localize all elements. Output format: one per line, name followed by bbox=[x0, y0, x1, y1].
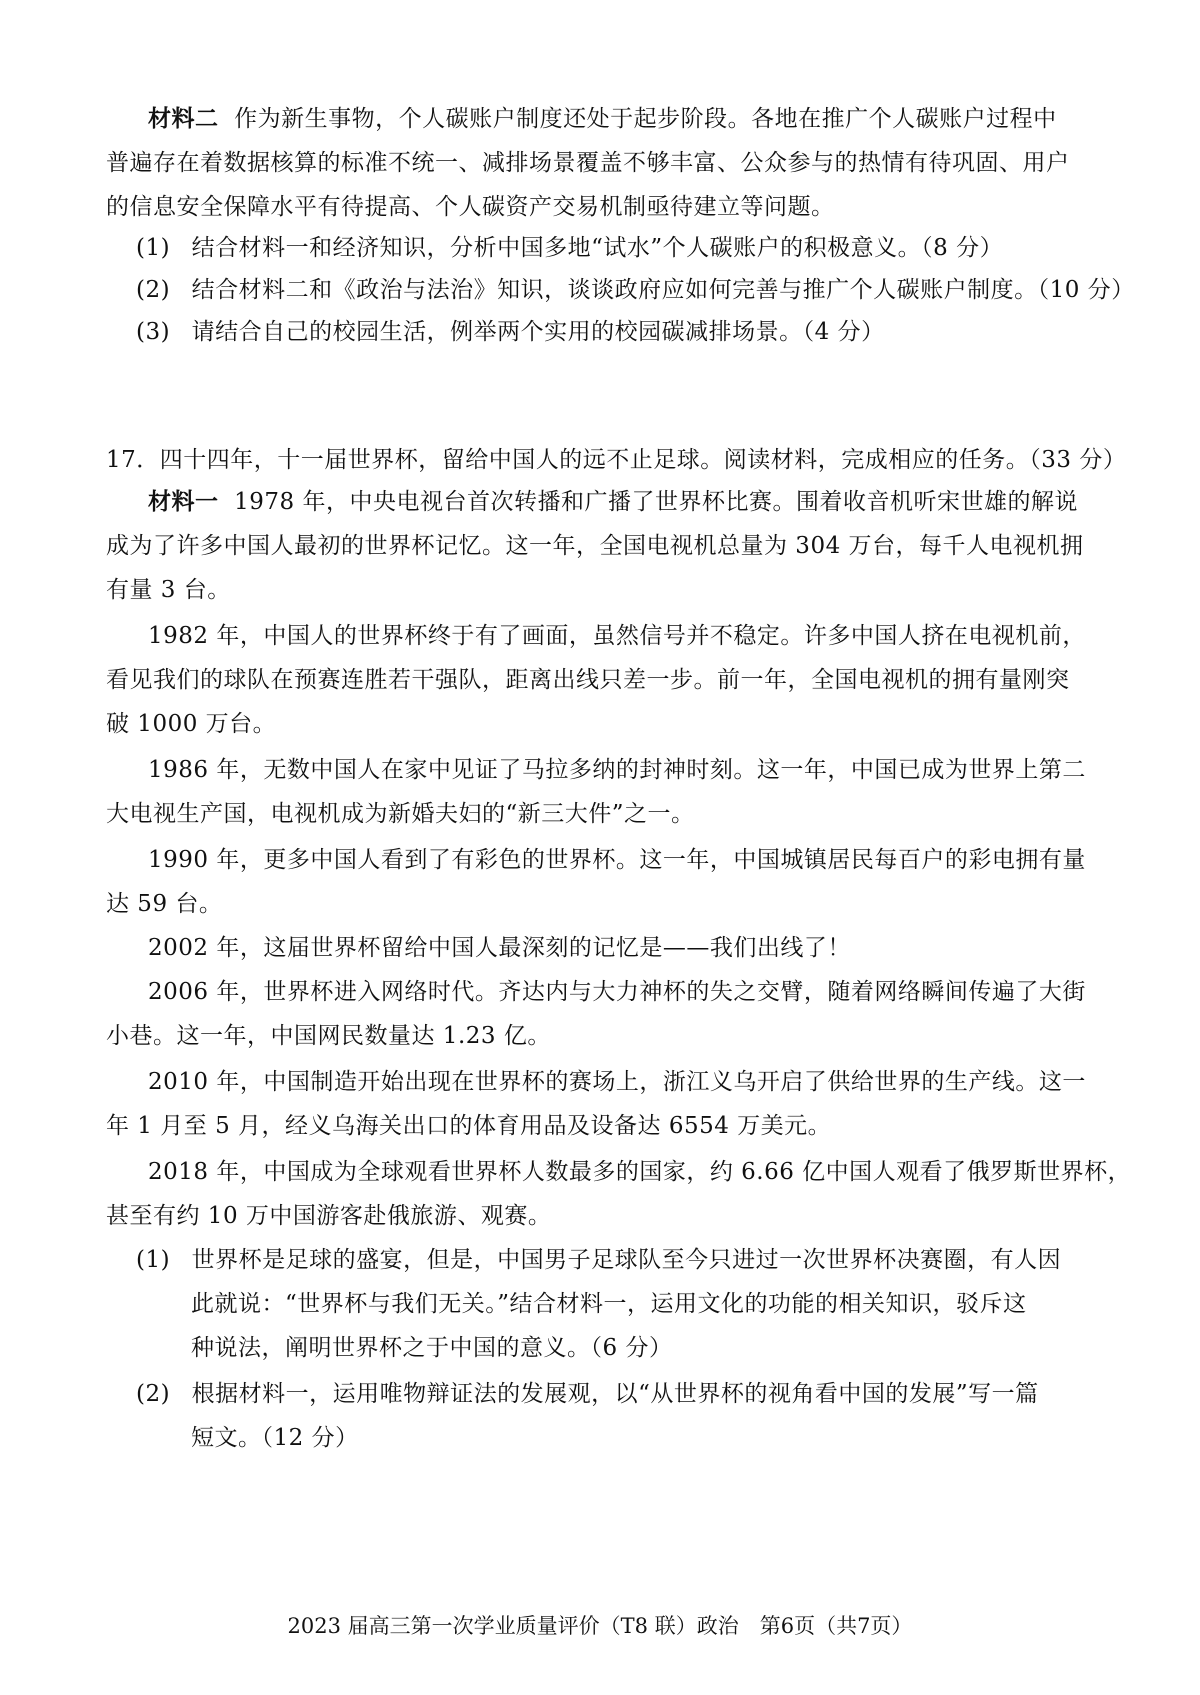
material1-2010-line-1: 2010 年，中国制造开始出现在世界杯的赛场上，浙江义乌开启了供给世界的生产线。这一 bbox=[148, 1069, 1086, 1095]
material1-1990-line-2: 达 59 台。 bbox=[106, 891, 223, 917]
material1-2006-line-2: 小巷。这一年，中国网民数量达 1.23 亿。 bbox=[106, 1023, 551, 1049]
material1-1986-line-1: 1986 年，无数中国人在家中见证了马拉多纳的封神时刻。这一年，中国已成为世界上第二 bbox=[148, 757, 1086, 783]
question-number: (2) bbox=[136, 1381, 171, 1407]
material1-1978-text-1: 1978 年，中央电视台首次转播和广播了世界杯比赛。围着收音机听宋世雄的解说 bbox=[234, 489, 1078, 515]
question-text: 世界杯是足球的盛宴，但是，中国男子足球队至今只进过一次世界杯决赛圈，有人因 bbox=[191, 1247, 1062, 1273]
question-text: 结合材料二和《政治与法治》知识，谈谈政府应如何完善与推广个人碳账户制度。（10 分） bbox=[191, 277, 1135, 303]
material1-2018-line-2: 甚至有约 10 万中国游客赴俄旅游、观赛。 bbox=[106, 1203, 552, 1229]
material1-1986-line-2: 大电视生产国，电视机成为新婚夫妇的“新三大件”之一。 bbox=[106, 801, 695, 827]
material1-2006-line-1: 2006 年，世界杯进入网络时代。齐达内与大力神杯的失之交臂，随着网络瞬间传遍了大街 bbox=[148, 979, 1086, 1005]
material1-1982-line-2: 看见我们的球队在预赛连胜若干强队，距离出线只差一步。前一年，全国电视机的拥有量刚突 bbox=[106, 667, 1070, 693]
question-number: (2) bbox=[136, 277, 171, 303]
question-number: (3) bbox=[136, 319, 171, 345]
question-text: 根据材料一，运用唯物辩证法的发展观，以“从世界杯的视角看中国的发展”写一篇 bbox=[191, 1381, 1039, 1407]
material1-2002-line-1: 2002 年，这届世界杯留给中国人最深刻的记忆是——我们出线了！ bbox=[148, 935, 851, 961]
question-17-heading: 17．四十四年，十一届世界杯，留给中国人的远不止足球。阅读材料，完成相应的任务。（33 分） bbox=[106, 447, 1127, 473]
question-17-2-line-1 bbox=[136, 1378, 1039, 1410]
material1-2018-line-1: 2018 年，中国成为全球观看世界杯人数最多的国家，约 6.66 亿中国人观看了俄罗斯世界杯， bbox=[148, 1159, 1132, 1185]
question-text: 请结合自己的校园生活，例举两个实用的校园碳减排场景。（4 分） bbox=[191, 319, 885, 345]
material2-line-2: 普遍存在着数据核算的标准不统一、减排场景覆盖不够丰富、公众参与的热情有待巩固、用户 bbox=[106, 150, 1070, 176]
material1-1982-line-3: 破 1000 万台。 bbox=[106, 711, 277, 737]
question-16-1 bbox=[136, 232, 1003, 264]
question-17-1-line-2: 此就说：“世界杯与我们无关。”结合材料一，运用文化的功能的相关知识，驳斥这 bbox=[191, 1291, 1027, 1317]
question-17-2-line-2: 短文。（12 分） bbox=[191, 1425, 359, 1451]
material1-1978-line-1 bbox=[148, 486, 1078, 518]
material2-line-3: 的信息安全保障水平有待提高、个人碳资产交易机制亟待建立等问题。 bbox=[106, 194, 835, 220]
material2-text-1: 作为新生事物，个人碳账户制度还处于起步阶段。各地在推广个人碳账户过程中 bbox=[234, 106, 1057, 132]
question-16-3 bbox=[136, 316, 885, 348]
question-number: (1) bbox=[136, 235, 171, 261]
material2-label: 材料二 bbox=[148, 105, 219, 132]
question-text: 结合材料一和经济知识，分析中国多地“试水”个人碳账户的积极意义。（8 分） bbox=[191, 235, 1004, 261]
material2-line-1 bbox=[148, 103, 1057, 135]
question-number: (1) bbox=[136, 1247, 171, 1273]
material1-label: 材料一 bbox=[148, 488, 219, 515]
question-17-1-line-1 bbox=[136, 1244, 1061, 1276]
question-16-2 bbox=[136, 274, 1135, 306]
question-17-1-line-3: 种说法，阐明世界杯之于中国的意义。（6 分） bbox=[191, 1335, 673, 1361]
page-footer: 2023 届高三第一次学业质量评价（T8 联）政治 第6页（共7页） bbox=[287, 1614, 913, 1638]
material1-1982-line-1: 1982 年，中国人的世界杯终于有了画面，虽然信号并不稳定。许多中国人挤在电视机前， bbox=[148, 623, 1086, 649]
material1-1990-line-1: 1990 年，更多中国人看到了有彩色的世界杯。这一年，中国城镇居民每百户的彩电拥有量 bbox=[148, 847, 1086, 873]
material1-2010-line-2: 年 1 月至 5 月，经义乌海关出口的体育用品及设备达 6554 万美元。 bbox=[106, 1113, 832, 1139]
material1-1978-line-3: 有量 3 台。 bbox=[106, 577, 231, 603]
material1-1978-line-2: 成为了许多中国人最初的世界杯记忆。这一年，全国电视机总量为 304 万台，每千人电视机拥 bbox=[106, 533, 1084, 559]
